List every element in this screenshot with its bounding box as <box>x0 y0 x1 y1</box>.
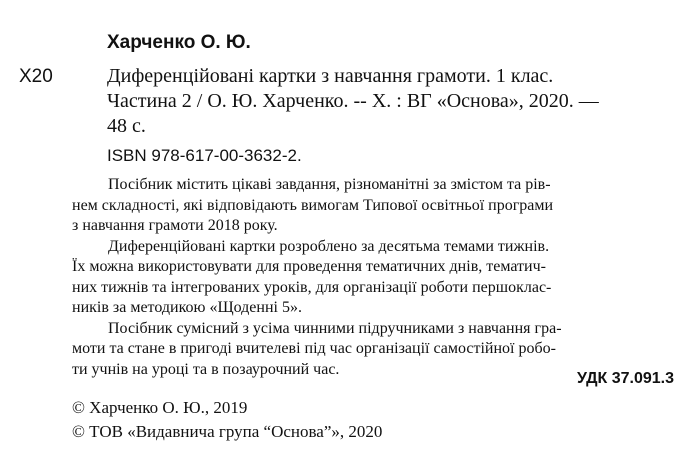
copyright-publisher: © ТОВ «Видавнича група “Основа”», 2020 <box>72 422 383 441</box>
abstract-line: з навчання грамоти 2018 року. <box>72 217 278 234</box>
isbn: ISBN 978-617-00-3632-2. <box>107 146 302 165</box>
title-line: 48 с. <box>107 115 146 137</box>
abstract-line: Їх можна використовувати для проведення тематичних днів, тематич- <box>72 258 546 275</box>
abstract-line: них тижнів та інтегрованих уроків, для організації роботи першоклас- <box>72 278 552 296</box>
abstract-line: Посібник містить цікаві завдання, різноманітні за змістом та рів- <box>108 176 551 193</box>
author-heading: Харченко О. Ю. <box>107 32 251 53</box>
bibliographic-title <box>107 64 667 139</box>
abstract <box>72 175 672 380</box>
abstract-line: Посібник сумісний з усіма чинними підручниками з навчання гра- <box>108 319 562 337</box>
abstract-line: моти та стане в пригоді вчителеві під час організації самостійної робо- <box>72 340 556 357</box>
copyright-author: © Харченко О. Ю., 2019 <box>72 398 248 417</box>
abstract-line: нем складності, які відповідають вимогам Типової освітньої програми <box>72 196 554 214</box>
classification-code: Х20 <box>19 66 53 87</box>
udc-code: УДК 37.091.3 <box>576 370 674 387</box>
title-line: Диференційовані картки з навчання грамоти. 1 клас. <box>107 65 554 87</box>
title-line: Частина 2 / О. Ю. Харченко. -- Х. : ВГ «Основа», 2020. — <box>107 90 599 112</box>
abstract-line: Диференційовані картки розроблено за десятьма темами тижнів. <box>108 237 550 255</box>
abstract-line: ників за методикою «Щоденні 5». <box>72 299 302 316</box>
abstract-line: ти учнів на уроці та в позаурочний час. <box>72 360 340 378</box>
